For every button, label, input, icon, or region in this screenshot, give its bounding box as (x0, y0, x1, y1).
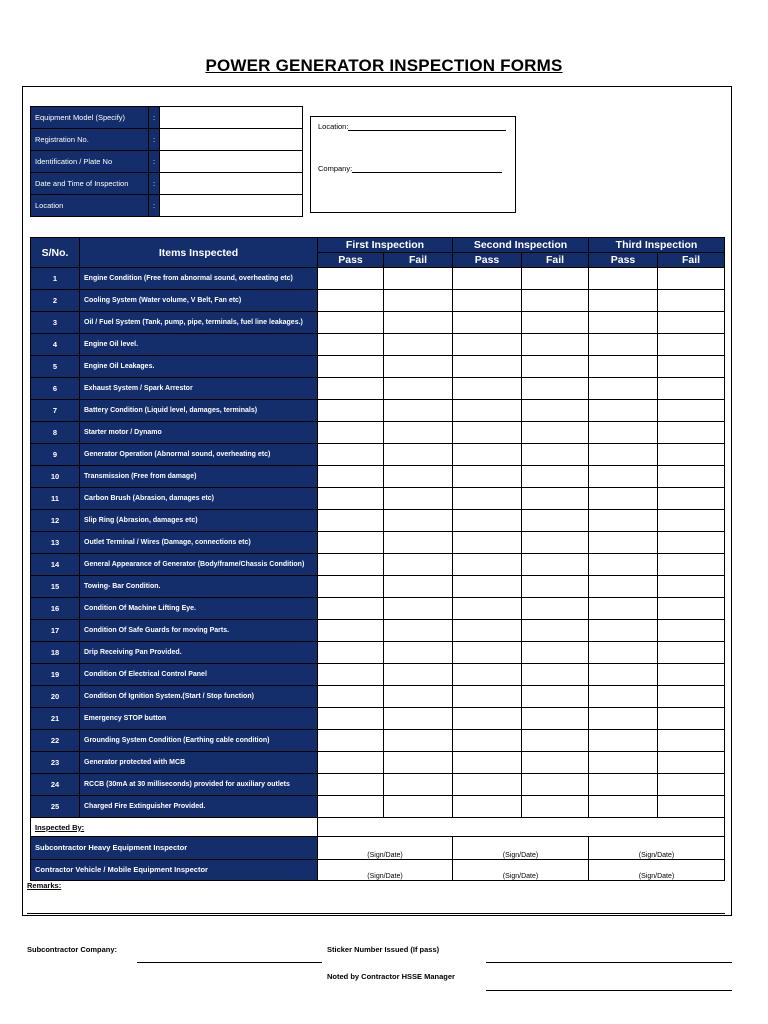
pass-checkbox-cell[interactable] (318, 708, 384, 730)
fail-checkbox-cell[interactable] (522, 620, 589, 642)
fail-checkbox-cell[interactable] (658, 686, 725, 708)
pass-checkbox-cell[interactable] (318, 664, 384, 686)
fail-checkbox-cell[interactable] (658, 378, 725, 400)
pass-checkbox-cell[interactable] (589, 554, 658, 576)
row-item: Condition Of Safe Guards for moving Parts. (80, 620, 318, 642)
fail-checkbox-cell[interactable] (384, 730, 453, 752)
pass-checkbox-cell[interactable] (589, 400, 658, 422)
pass-checkbox-cell[interactable] (453, 708, 522, 730)
fail-checkbox-cell[interactable] (522, 290, 589, 312)
fail-checkbox-cell[interactable] (384, 774, 453, 796)
table-row (31, 730, 725, 752)
row-item: Grounding System Condition (Earthing cable condition) (80, 730, 318, 752)
fail-checkbox-cell[interactable] (522, 708, 589, 730)
fail-checkbox-cell[interactable] (658, 356, 725, 378)
fail-checkbox-cell[interactable] (522, 752, 589, 774)
pass-checkbox-cell[interactable] (589, 620, 658, 642)
fail-checkbox-cell[interactable] (522, 444, 589, 466)
pass-checkbox-cell[interactable] (589, 774, 658, 796)
fail-checkbox-cell[interactable] (658, 334, 725, 356)
pass-checkbox-cell[interactable] (453, 444, 522, 466)
fail-checkbox-cell[interactable] (658, 796, 725, 818)
pass-checkbox-cell[interactable] (589, 752, 658, 774)
subcontractor-company-line[interactable] (137, 962, 322, 963)
row-item: Engine Oil Leakages. (80, 356, 318, 378)
fail-checkbox-cell[interactable] (522, 774, 589, 796)
table-row (31, 466, 725, 488)
row-number: 9 (31, 444, 80, 466)
remarks-label: Remarks: (27, 881, 62, 890)
pass-checkbox-cell[interactable] (589, 598, 658, 620)
table-row (31, 400, 725, 422)
table-row (31, 598, 725, 620)
row-item: Towing- Bar Condition. (80, 576, 318, 598)
items-header: Items Inspected (80, 238, 318, 268)
info-label: Registration No. (31, 129, 149, 151)
fail-checkbox-cell[interactable] (384, 532, 453, 554)
pass-checkbox-cell[interactable] (318, 356, 384, 378)
info-row (31, 107, 303, 129)
pass-checkbox-cell[interactable] (589, 268, 658, 290)
company-row (318, 164, 502, 173)
row-item: Carbon Brush (Abrasion, damages etc) (80, 488, 318, 510)
row-number: 13 (31, 532, 80, 554)
row-item: Battery Condition (Liquid level, damages, terminals) (80, 400, 318, 422)
row-number: 17 (31, 620, 80, 642)
table-row (31, 686, 725, 708)
table-row (31, 664, 725, 686)
pass-checkbox-cell[interactable] (589, 444, 658, 466)
table-row (31, 642, 725, 664)
pass-checkbox-cell[interactable] (589, 422, 658, 444)
pass-checkbox-cell[interactable] (318, 422, 384, 444)
table-row (31, 268, 725, 290)
fail-checkbox-cell[interactable] (658, 268, 725, 290)
pass-checkbox-cell[interactable] (318, 268, 384, 290)
fail-checkbox-cell[interactable] (522, 642, 589, 664)
fail-checkbox-cell[interactable] (384, 686, 453, 708)
pass-checkbox-cell[interactable] (453, 334, 522, 356)
fail-checkbox-cell[interactable] (384, 268, 453, 290)
company-line[interactable] (352, 172, 502, 173)
fail-checkbox-cell[interactable] (384, 598, 453, 620)
row-item: Engine Condition (Free from abnormal sound, overheating etc) (80, 268, 318, 290)
fail-checkbox-cell[interactable] (384, 642, 453, 664)
pass-checkbox-cell[interactable] (453, 774, 522, 796)
table-row (31, 708, 725, 730)
fail-checkbox-cell[interactable] (658, 400, 725, 422)
pass-header: Pass (589, 253, 658, 268)
pass-header: Pass (318, 253, 384, 268)
row-number: 20 (31, 686, 80, 708)
fail-checkbox-cell[interactable] (522, 730, 589, 752)
info-row (31, 151, 303, 173)
fail-checkbox-cell[interactable] (658, 752, 725, 774)
inspected-by-cell[interactable] (318, 818, 725, 837)
fail-header: Fail (522, 253, 589, 268)
info-label: Identification / Plate No (31, 151, 149, 173)
pass-checkbox-cell[interactable] (453, 532, 522, 554)
fail-checkbox-cell[interactable] (658, 664, 725, 686)
fail-checkbox-cell[interactable] (522, 466, 589, 488)
row-item: Condition Of Machine Lifting Eye. (80, 598, 318, 620)
row-number: 16 (31, 598, 80, 620)
remarks-line[interactable] (27, 913, 725, 914)
inspection-table (30, 237, 725, 881)
fail-checkbox-cell[interactable] (384, 444, 453, 466)
table-row (31, 488, 725, 510)
pass-checkbox-cell[interactable] (318, 532, 384, 554)
table-row (31, 576, 725, 598)
row-number: 1 (31, 268, 80, 290)
pass-checkbox-cell[interactable] (318, 642, 384, 664)
pass-checkbox-cell[interactable] (453, 488, 522, 510)
row-number: 12 (31, 510, 80, 532)
second-inspection-header: Second Inspection (453, 238, 589, 253)
table-row (31, 510, 725, 532)
row-number: 21 (31, 708, 80, 730)
row-number: 11 (31, 488, 80, 510)
pass-checkbox-cell[interactable] (589, 334, 658, 356)
row-number: 23 (31, 752, 80, 774)
fail-checkbox-cell[interactable] (384, 312, 453, 334)
fail-checkbox-cell[interactable] (658, 708, 725, 730)
pass-checkbox-cell[interactable] (453, 620, 522, 642)
pass-checkbox-cell[interactable] (318, 598, 384, 620)
table-row (31, 290, 725, 312)
row-item: Cooling System (Water volume, V Belt, Fan etc) (80, 290, 318, 312)
row-number: 4 (31, 334, 80, 356)
fail-checkbox-cell[interactable] (384, 422, 453, 444)
row-item: Starter motor / Dynamo (80, 422, 318, 444)
fail-checkbox-cell[interactable] (522, 400, 589, 422)
fail-checkbox-cell[interactable] (384, 620, 453, 642)
fail-checkbox-cell[interactable] (522, 268, 589, 290)
pass-checkbox-cell[interactable] (318, 334, 384, 356)
row-item: General Appearance of Generator (Body/frame/Chassis Condition) (80, 554, 318, 576)
row-number: 22 (31, 730, 80, 752)
pass-checkbox-cell[interactable] (453, 510, 522, 532)
fail-checkbox-cell[interactable] (658, 774, 725, 796)
pass-checkbox-cell[interactable] (589, 532, 658, 554)
info-colon: : (149, 195, 160, 217)
row-item: RCCB (30mA at 30 milliseconds) provided for auxiliary outlets (80, 774, 318, 796)
table-row (31, 334, 725, 356)
pass-checkbox-cell[interactable] (453, 576, 522, 598)
pass-checkbox-cell[interactable] (318, 686, 384, 708)
fail-checkbox-cell[interactable] (384, 356, 453, 378)
pass-checkbox-cell[interactable] (453, 356, 522, 378)
pass-checkbox-cell[interactable] (318, 466, 384, 488)
fail-checkbox-cell[interactable] (384, 510, 453, 532)
equipment-info-table (30, 106, 303, 217)
fail-checkbox-cell[interactable] (384, 334, 453, 356)
info-value-field[interactable] (160, 107, 303, 129)
pass-checkbox-cell[interactable] (318, 488, 384, 510)
table-row (31, 554, 725, 576)
fail-checkbox-cell[interactable] (384, 488, 453, 510)
fail-checkbox-cell[interactable] (384, 576, 453, 598)
row-number: 7 (31, 400, 80, 422)
pass-checkbox-cell[interactable] (589, 576, 658, 598)
row-number: 5 (31, 356, 80, 378)
noted-by-label: Noted by Contractor HSSE Manager (327, 972, 455, 981)
pass-checkbox-cell[interactable] (318, 400, 384, 422)
row-number: 25 (31, 796, 80, 818)
pass-checkbox-cell[interactable] (318, 510, 384, 532)
pass-checkbox-cell[interactable] (453, 752, 522, 774)
fail-checkbox-cell[interactable] (658, 488, 725, 510)
row-item: Slip Ring (Abrasion, damages etc) (80, 510, 318, 532)
fail-checkbox-cell[interactable] (522, 664, 589, 686)
info-value-field[interactable] (160, 129, 303, 151)
sign-date-cell[interactable]: (Sign/Date) (453, 860, 589, 881)
pass-checkbox-cell[interactable] (589, 730, 658, 752)
pass-checkbox-cell[interactable] (453, 730, 522, 752)
table-row (31, 796, 725, 818)
fail-checkbox-cell[interactable] (658, 642, 725, 664)
row-number: 14 (31, 554, 80, 576)
pass-checkbox-cell[interactable] (318, 290, 384, 312)
contractor-inspector-label: Contractor Vehicle / Mobile Equipment Inspector (31, 860, 318, 881)
pass-checkbox-cell[interactable] (318, 312, 384, 334)
table-row (31, 356, 725, 378)
table-row (31, 620, 725, 642)
info-value-field[interactable] (160, 195, 303, 217)
fail-checkbox-cell[interactable] (522, 532, 589, 554)
fail-checkbox-cell[interactable] (384, 378, 453, 400)
fail-checkbox-cell[interactable] (384, 796, 453, 818)
sign-date-cell[interactable]: (Sign/Date) (453, 837, 589, 860)
info-row (31, 195, 303, 217)
sign-date-cell[interactable]: (Sign/Date) (318, 860, 453, 881)
fail-checkbox-cell[interactable] (522, 488, 589, 510)
pass-checkbox-cell[interactable] (453, 598, 522, 620)
pass-checkbox-cell[interactable] (453, 268, 522, 290)
first-inspection-header: First Inspection (318, 238, 453, 253)
pass-checkbox-cell[interactable] (318, 620, 384, 642)
sticker-number-label: Sticker Number Issued (If pass) (327, 945, 440, 954)
pass-checkbox-cell[interactable] (589, 708, 658, 730)
row-item: Transmission (Free from damage) (80, 466, 318, 488)
pass-checkbox-cell[interactable] (589, 488, 658, 510)
pass-checkbox-cell[interactable] (453, 422, 522, 444)
info-label: Date and Time of Inspection (31, 173, 149, 195)
fail-checkbox-cell[interactable] (658, 510, 725, 532)
pass-checkbox-cell[interactable] (318, 752, 384, 774)
fail-checkbox-cell[interactable] (522, 312, 589, 334)
fail-checkbox-cell[interactable] (522, 576, 589, 598)
sign-date-cell[interactable]: (Sign/Date) (318, 837, 453, 860)
pass-checkbox-cell[interactable] (589, 466, 658, 488)
row-number: 15 (31, 576, 80, 598)
fail-checkbox-cell[interactable] (522, 510, 589, 532)
table-row (31, 378, 725, 400)
pass-checkbox-cell[interactable] (589, 796, 658, 818)
sign-date-cell[interactable]: (Sign/Date) (589, 837, 725, 860)
row-number: 10 (31, 466, 80, 488)
sticker-number-line[interactable] (486, 962, 732, 963)
fail-checkbox-cell[interactable] (658, 576, 725, 598)
fail-checkbox-cell[interactable] (522, 598, 589, 620)
row-item: Generator Operation (Abnormal sound, overheating etc) (80, 444, 318, 466)
fail-checkbox-cell[interactable] (522, 796, 589, 818)
info-value-field[interactable] (160, 151, 303, 173)
location-label: Location: (318, 122, 349, 131)
pass-checkbox-cell[interactable] (453, 378, 522, 400)
info-label: Location (31, 195, 149, 217)
row-item: Oil / Fuel System (Tank, pump, pipe, terminals, fuel line leakages.) (80, 312, 318, 334)
pass-checkbox-cell[interactable] (589, 510, 658, 532)
company-label: Company: (318, 164, 353, 173)
table-row (31, 752, 725, 774)
fail-checkbox-cell[interactable] (522, 422, 589, 444)
pass-checkbox-cell[interactable] (589, 642, 658, 664)
pass-checkbox-cell[interactable] (453, 686, 522, 708)
fail-checkbox-cell[interactable] (384, 554, 453, 576)
fail-checkbox-cell[interactable] (522, 686, 589, 708)
noted-by-line[interactable] (486, 990, 732, 991)
pass-checkbox-cell[interactable] (318, 730, 384, 752)
pass-checkbox-cell[interactable] (453, 796, 522, 818)
pass-checkbox-cell[interactable] (453, 642, 522, 664)
row-item: Condition Of Ignition System.(Start / Stop function) (80, 686, 318, 708)
row-item: Exhaust System / Spark Arrestor (80, 378, 318, 400)
table-row (31, 532, 725, 554)
row-item: Charged Fire Extinguisher Provided. (80, 796, 318, 818)
fail-checkbox-cell[interactable] (384, 400, 453, 422)
subcontractor-inspector-label: Subcontractor Heavy Equipment Inspector (31, 837, 318, 860)
row-number: 6 (31, 378, 80, 400)
location-row (318, 122, 506, 131)
pass-checkbox-cell[interactable] (318, 378, 384, 400)
table-row (31, 422, 725, 444)
third-inspection-header: Third Inspection (589, 238, 725, 253)
pass-checkbox-cell[interactable] (318, 796, 384, 818)
info-value-field[interactable] (160, 173, 303, 195)
pass-checkbox-cell[interactable] (453, 554, 522, 576)
fail-checkbox-cell[interactable] (522, 554, 589, 576)
pass-checkbox-cell[interactable] (318, 576, 384, 598)
fail-checkbox-cell[interactable] (522, 334, 589, 356)
fail-checkbox-cell[interactable] (384, 290, 453, 312)
row-item: Engine Oil level. (80, 334, 318, 356)
pass-checkbox-cell[interactable] (589, 290, 658, 312)
pass-checkbox-cell[interactable] (318, 444, 384, 466)
location-line[interactable] (348, 130, 506, 131)
fail-checkbox-cell[interactable] (522, 356, 589, 378)
fail-checkbox-cell[interactable] (658, 598, 725, 620)
row-number: 2 (31, 290, 80, 312)
info-row (31, 173, 303, 195)
fail-checkbox-cell[interactable] (522, 378, 589, 400)
fail-header: Fail (384, 253, 453, 268)
fail-checkbox-cell[interactable] (384, 466, 453, 488)
pass-checkbox-cell[interactable] (589, 686, 658, 708)
inspected-by-label: Inspected By: (31, 818, 318, 837)
info-colon: : (149, 107, 160, 129)
row-item: Drip Receiving Pan Provided. (80, 642, 318, 664)
location-company-box (310, 116, 516, 213)
row-item: Condition Of Electrical Control Panel (80, 664, 318, 686)
row-number: 24 (31, 774, 80, 796)
row-number: 3 (31, 312, 80, 334)
subcontractor-company-label: Subcontractor Company: (27, 945, 118, 954)
pass-checkbox-cell[interactable] (589, 312, 658, 334)
row-item: Outlet Terminal / Wires (Damage, connections etc) (80, 532, 318, 554)
info-colon: : (149, 151, 160, 173)
pass-checkbox-cell[interactable] (453, 664, 522, 686)
sign-date-cell[interactable]: (Sign/Date) (589, 860, 725, 881)
fail-checkbox-cell[interactable] (658, 290, 725, 312)
table-row (31, 444, 725, 466)
info-row (31, 129, 303, 151)
table-row (31, 312, 725, 334)
row-number: 18 (31, 642, 80, 664)
fail-checkbox-cell[interactable] (658, 554, 725, 576)
pass-checkbox-cell[interactable] (453, 290, 522, 312)
sno-header: S/No. (31, 238, 80, 268)
fail-checkbox-cell[interactable] (384, 664, 453, 686)
pass-checkbox-cell[interactable] (589, 356, 658, 378)
row-item: Emergency STOP button (80, 708, 318, 730)
row-number: 19 (31, 664, 80, 686)
fail-header: Fail (658, 253, 725, 268)
fail-checkbox-cell[interactable] (658, 466, 725, 488)
pass-checkbox-cell[interactable] (453, 312, 522, 334)
pass-checkbox-cell[interactable] (589, 378, 658, 400)
fail-checkbox-cell[interactable] (658, 532, 725, 554)
pass-header: Pass (453, 253, 522, 268)
table-row (31, 774, 725, 796)
fail-checkbox-cell[interactable] (658, 730, 725, 752)
fail-checkbox-cell[interactable] (658, 444, 725, 466)
row-number: 8 (31, 422, 80, 444)
row-item: Generator protected with MCB (80, 752, 318, 774)
info-label: Equipment Model (Specify) (31, 107, 149, 129)
pass-checkbox-cell[interactable] (318, 774, 384, 796)
info-colon: : (149, 173, 160, 195)
pass-checkbox-cell[interactable] (453, 400, 522, 422)
fail-checkbox-cell[interactable] (384, 752, 453, 774)
info-colon: : (149, 129, 160, 151)
pass-checkbox-cell[interactable] (318, 554, 384, 576)
page-title: POWER GENERATOR INSPECTION FORMS (205, 56, 563, 75)
pass-checkbox-cell[interactable] (453, 466, 522, 488)
fail-checkbox-cell[interactable] (658, 422, 725, 444)
pass-checkbox-cell[interactable] (589, 664, 658, 686)
fail-checkbox-cell[interactable] (658, 312, 725, 334)
fail-checkbox-cell[interactable] (658, 620, 725, 642)
fail-checkbox-cell[interactable] (384, 708, 453, 730)
